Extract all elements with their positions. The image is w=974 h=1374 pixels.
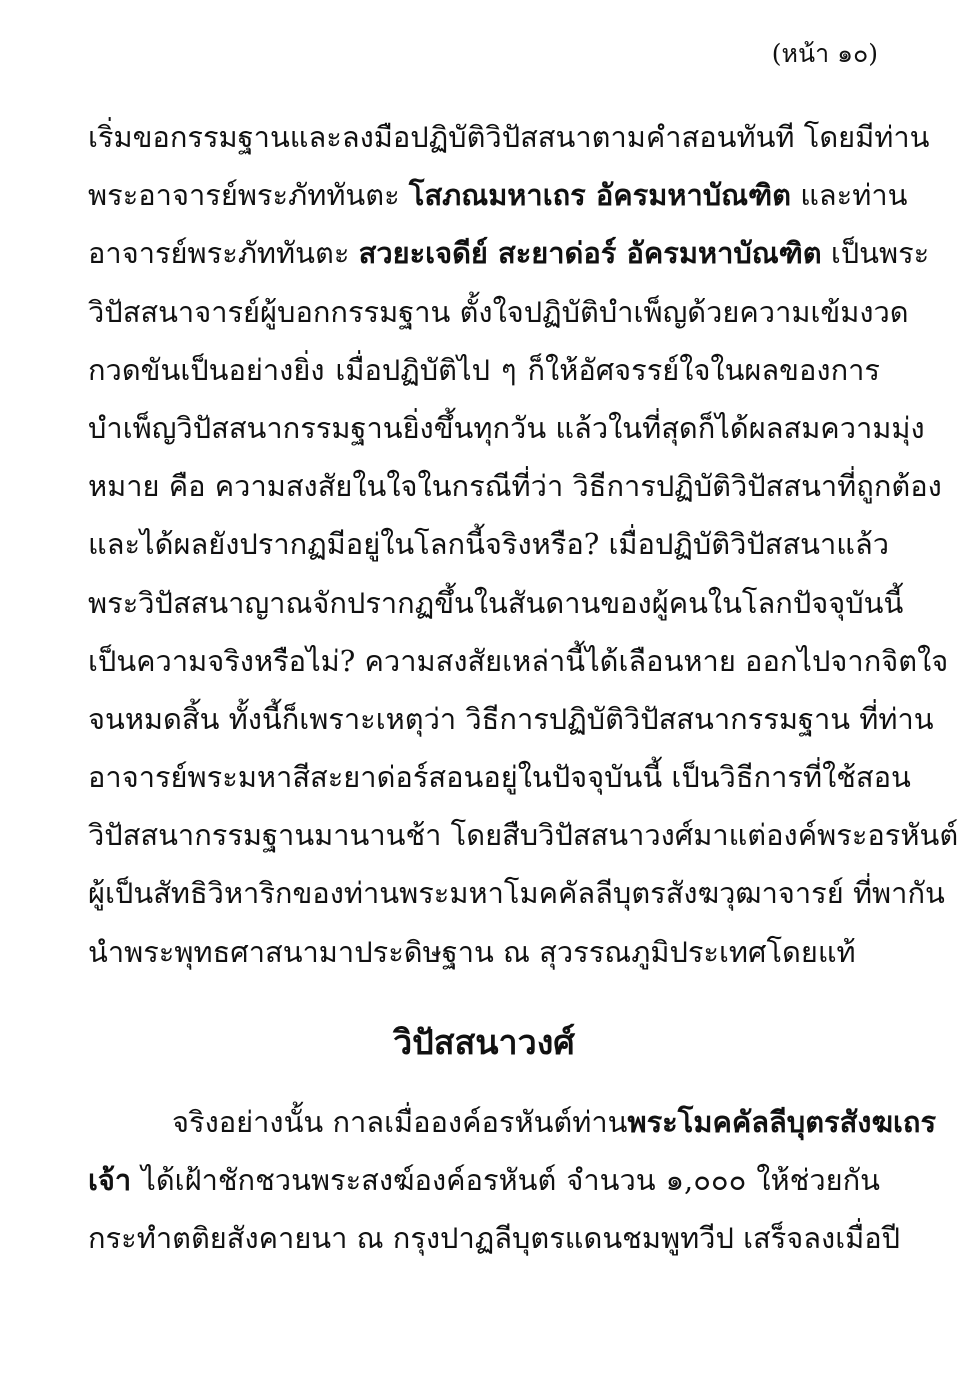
text-line: วิปัสสนาจารย์ผู้บอกกรรมฐาน ตั้งใจปฏิบัติบำเพ็ญด้วยความเข้มงวด [88, 294, 909, 329]
text-run: อาจารย์พระภัททันตะ [88, 236, 359, 271]
text-line [88, 166, 908, 224]
page-number: (หน้า ๑๐) [771, 39, 878, 68]
text-line: เป็นความจริงหรือไม่? ความสงสัยเหล่านี้ได้เลือนหาย ออกไปจากจิตใจ [88, 643, 949, 678]
bold-name: เจ้า [88, 1163, 132, 1197]
text-line [88, 224, 930, 282]
paragraph [88, 108, 959, 981]
text-line [88, 1151, 880, 1209]
bold-name: สวยะเจดีย์ สะยาด่อร์ อัครมหาบัณฑิต [358, 236, 822, 271]
text-line: กระทำตติยสังคายนา ณ กรุงปาฏลีบุตรแดนชมพูทวีป เสร็จลงเมื่อปี [88, 1221, 901, 1256]
text-line: บำเพ็ญวิปัสสนากรรมฐานยิ่งขึ้นทุกวัน แล้วในที่สุดก็ได้ผลสมความมุ่ง [88, 410, 925, 445]
text-line: วิปัสสนากรรมฐานมานานช้า โดยสืบวิปัสสนาวงศ์มาแต่องค์พระอรหันต์ [88, 818, 959, 853]
paragraph [88, 1093, 937, 1268]
text-line: และได้ผลยังปรากฏมีอยู่ในโลกนี้จริงหรือ? เมื่อปฏิบัติวิปัสสนาแล้ว [88, 527, 890, 562]
text-line: หมาย คือ ความสงสัยในใจในกรณีที่ว่า วิธีการปฏิบัติวิปัสสนาที่ถูกต้อง [88, 469, 942, 504]
text-line: พระวิปัสสนาญาณจักปรากฏขึ้นในสันดานของผู้คนในโลกปัจจุบันนี้ [88, 585, 904, 620]
text-line: ผู้เป็นสัทธิวิหาริกของท่านพระมหาโมคคัลลีบุตรสังฆวุฒาจารย์ ที่พากัน [88, 876, 945, 911]
text-run: และท่าน [790, 178, 908, 213]
section-heading: วิปัสสนาวงศ์ [393, 1022, 575, 1063]
text-line: อาจารย์พระมหาสีสะยาด่อร์สอนอยู่ในปัจจุบันนี้ เป็นวิธีการที่ใช้สอน [88, 760, 911, 795]
bold-name: โสภณมหาเถร อัครมหาบัณฑิต [408, 178, 791, 213]
text-line [88, 1093, 937, 1151]
text-run: พระอาจารย์พระภัททันตะ [88, 178, 409, 213]
bold-name: พระโมคคัลลีบุตรสังฆเถร [627, 1104, 937, 1139]
text-run: เป็นพระ [821, 236, 930, 271]
document-body [88, 108, 959, 1267]
text-line: นำพระพุทธศาสนามาประดิษฐาน ณ สุวรรณภูมิประเทศโดยแท้ [88, 934, 856, 969]
text-line: จนหมดสิ้น ทั้งนี้ก็เพราะเหตุว่า วิธีการปฏิบัติวิปัสสนากรรมฐาน ที่ท่าน [88, 701, 934, 736]
text-run: ได้เฝ้าชักชวนพระสงฆ์องค์อรหันต์ จำนวน ๑,๐๐๐ ให้ช่วยกัน [131, 1163, 880, 1197]
text-line: เริ่มขอกรรมฐานและลงมือปฏิบัติวิปัสสนาตามคำสอนทันที โดยมีท่าน [88, 120, 930, 154]
text-run: จริงอย่างนั้น กาลเมื่อองค์อรหันต์ท่าน [172, 1104, 628, 1139]
text-line: กวดขันเป็นอย่างยิ่ง เมื่อปฏิบัติไป ๆ ก็ให้อัศจรรย์ใจในผลของการ [88, 352, 880, 387]
